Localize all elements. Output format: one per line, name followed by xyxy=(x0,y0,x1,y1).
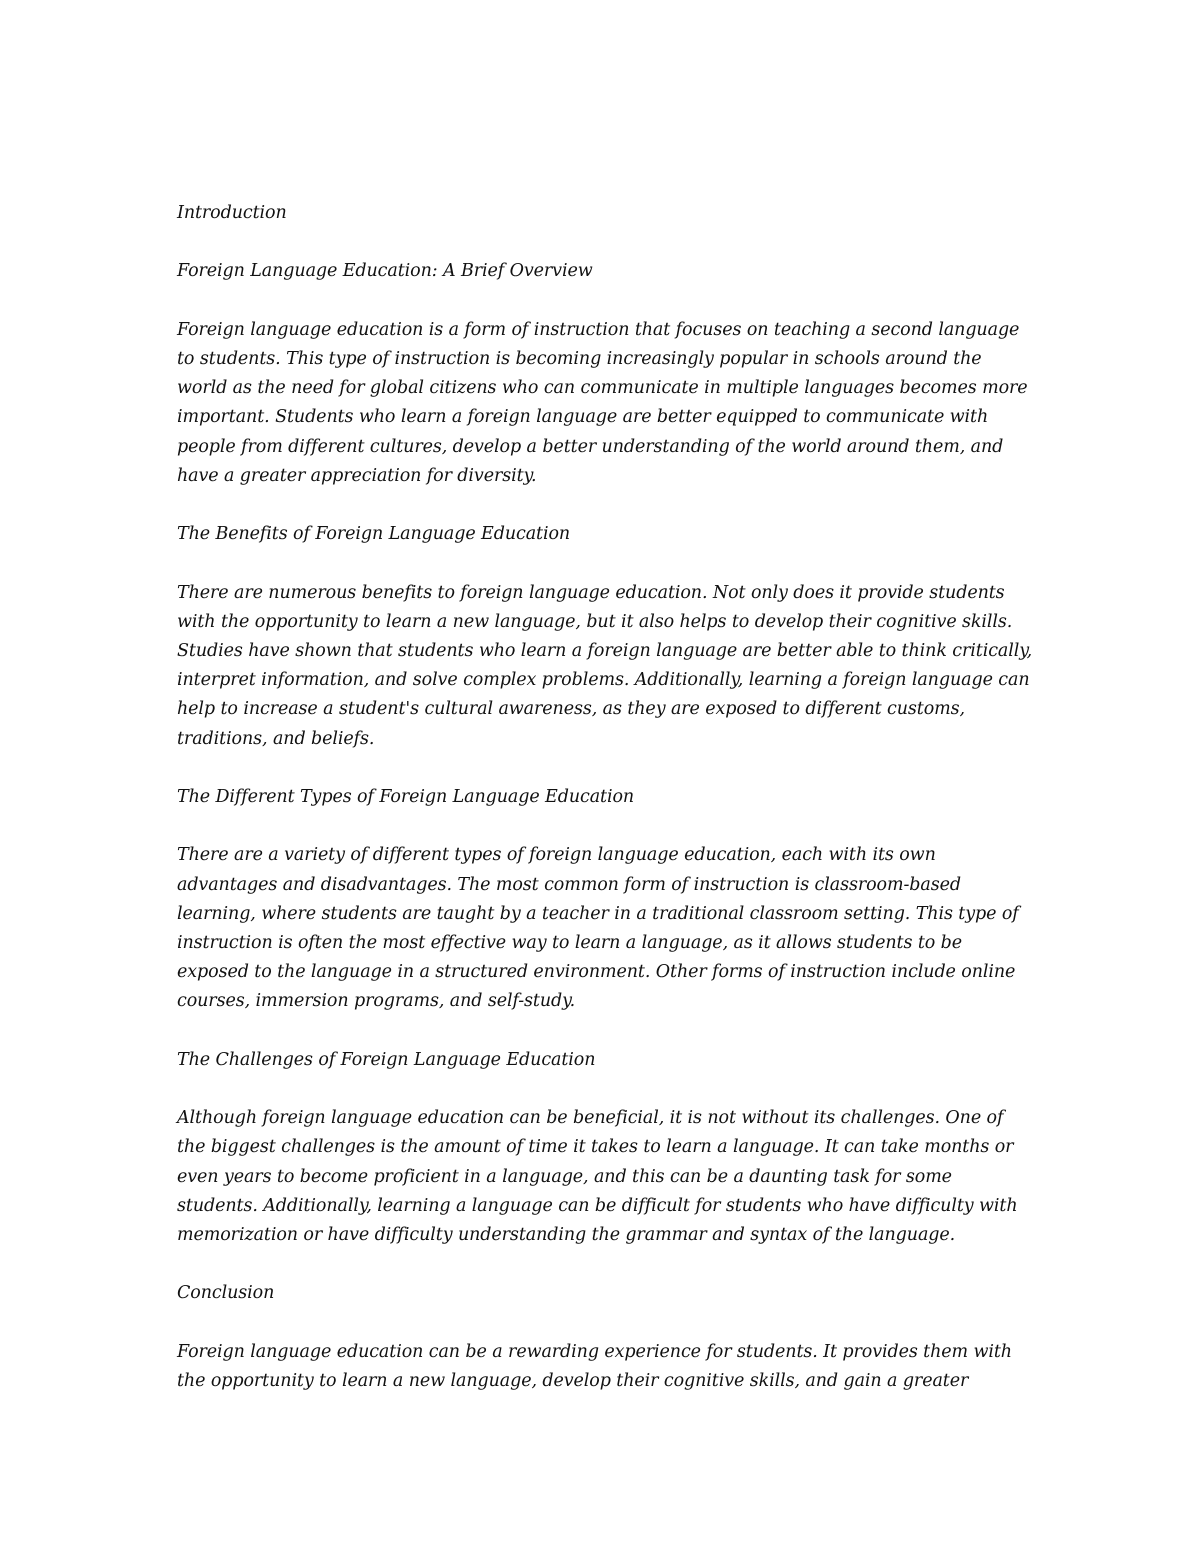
paragraph-types: There are a variety of different types of foreign language education, each with its own advantages and disadvantages. The most common form of instruction is classroom-based learning, where students are taught by a teacher in a traditional classroom setting. This type of instruction is often the most effective way to learn a language, as it allows students to be exposed to the language in a structured environment. Other forms of instruction include online courses, immersion programs, and self-study. xyxy=(177,845,1019,1012)
paragraph-conclusion: Foreign language education can be a rewarding experience for students. It provides them with the opportunity to learn a new language, develop their cognitive skills, and gain a greater xyxy=(177,1341,1012,1391)
document-body xyxy=(177,199,1037,1425)
heading-introduction: Introduction xyxy=(177,203,287,223)
paragraph-challenges: Although foreign language education can be beneficial, it is not without its challenges. One of the biggest challenges is the amount of time it takes to learn a language. It can take months or even years to become proficient in a language, and this can be a daunting task for some students. Additionally, learning a language can be difficult for students who have difficulty with memorization or have difficulty understanding the grammar and syntax of the language. xyxy=(177,1108,1018,1245)
heading-benefits: The Benefits of Foreign Language Education xyxy=(177,524,571,545)
heading-types: The Different Types of Foreign Language Education xyxy=(177,786,635,807)
heading-overview: Foreign Language Education: A Brief Overview xyxy=(177,261,593,282)
heading-conclusion: Conclusion xyxy=(177,1283,275,1304)
paragraph-overview: Foreign language education is a form of instruction that focuses on teaching a second language to students. This type of instruction is becoming increasingly popular in schools around the world as the need for global citizens who can communicate in multiple languages becomes more important. Students who learn a foreign language are better equipped to communicate with people from different cultures, develop a better understanding of the world around them, and have a greater appreciation for diversity. xyxy=(177,319,1028,486)
paragraph-benefits: There are numerous benefits to foreign language education. Not only does it provide students with the opportunity to learn a new language, but it also helps to develop their cognitive skills. Studies have shown that students who learn a foreign language are better able to think critically, interpret information, and solve complex problems. Additionally, learning a foreign language can help to increase a student's cultural awareness, as they are exposed to different customs, traditions, and beliefs. xyxy=(177,582,1033,749)
heading-challenges: The Challenges of Foreign Language Education xyxy=(177,1049,596,1070)
